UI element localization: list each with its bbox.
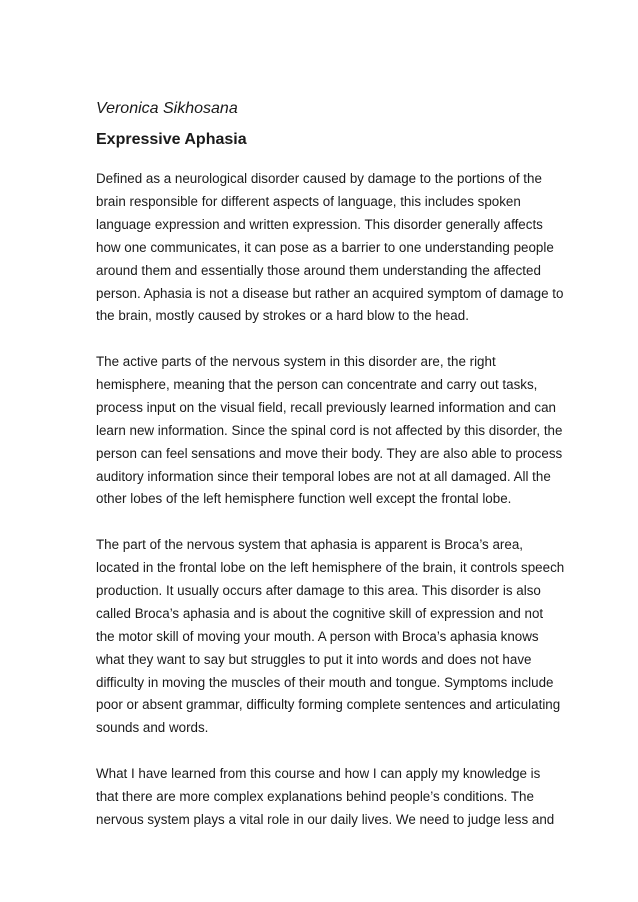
text-line: called Broca’s aphasia and is about the cognitive skill of expression and not <box>96 605 544 621</box>
text-line: that there are more complex explanations behind people’s conditions. The <box>96 788 534 804</box>
text-line: how one communicates, it can pose as a barrier to one understanding people <box>96 239 554 255</box>
text-line: other lobes of the left hemisphere function well except the frontal lobe. <box>96 491 512 507</box>
text-line: learn new information. Since the spinal cord is not affected by this disorder, the <box>96 422 563 438</box>
text-line: person. Aphasia is not a disease but rather an acquired symptom of damage to <box>96 285 564 301</box>
text-line: sounds and words. <box>96 720 209 736</box>
text-line: the motor skill of moving your mouth. A person with Broca’s aphasia knows <box>96 628 539 644</box>
author-name: Veronica Sikhosana <box>96 100 238 117</box>
text-line: process input on the visual field, recall previously learned information and can <box>96 399 557 415</box>
text-line: difficulty in moving the muscles of their mouth and tongue. Symptoms include <box>96 674 554 690</box>
text-line: around them and essentially those around them understanding the affected <box>96 262 541 278</box>
text-line: production. It usually occurs after damage to this area. This disorder is also <box>96 582 541 598</box>
paragraph-definition <box>96 168 564 328</box>
paragraph-brocas-area <box>96 534 565 740</box>
text-line: language expression and written expression. This disorder generally affects <box>96 216 543 232</box>
text-line: Defined as a neurological disorder caused by damage to the portions of the <box>96 171 542 186</box>
text-line: person can feel sensations and move their body. They are also able to process <box>96 445 563 461</box>
text-line: the brain, mostly caused by strokes or a hard blow to the head. <box>96 308 469 324</box>
paragraph-what-i-learned <box>96 763 556 832</box>
document-page <box>96 98 565 854</box>
text-line: what they want to say but struggles to put it into words and does not have <box>96 651 532 667</box>
text-line: What I have learned from this course and how I can apply my knowledge is <box>96 765 541 781</box>
paragraph-active-parts <box>96 351 563 511</box>
text-line: The active parts of the nervous system in this disorder are, the right <box>96 354 496 370</box>
text-line: nervous system plays a vital role in our daily lives. We need to judge less and <box>96 811 555 827</box>
text-line: brain responsible for different aspects of language, this includes spoken <box>96 193 521 209</box>
text-line: hemisphere, meaning that the person can concentrate and carry out tasks, <box>96 376 538 392</box>
text-line: poor or absent grammar, difficulty forming complete sentences and articulating <box>96 697 561 713</box>
text-line: auditory information since their temporal lobes are not at all damaged. All the <box>96 468 551 484</box>
text-line: located in the frontal lobe on the left hemisphere of the brain, it controls speech <box>96 559 565 575</box>
text-line: The part of the nervous system that aphasia is apparent is Broca’s area, <box>96 537 523 553</box>
document-title: Expressive Aphasia <box>96 131 247 148</box>
